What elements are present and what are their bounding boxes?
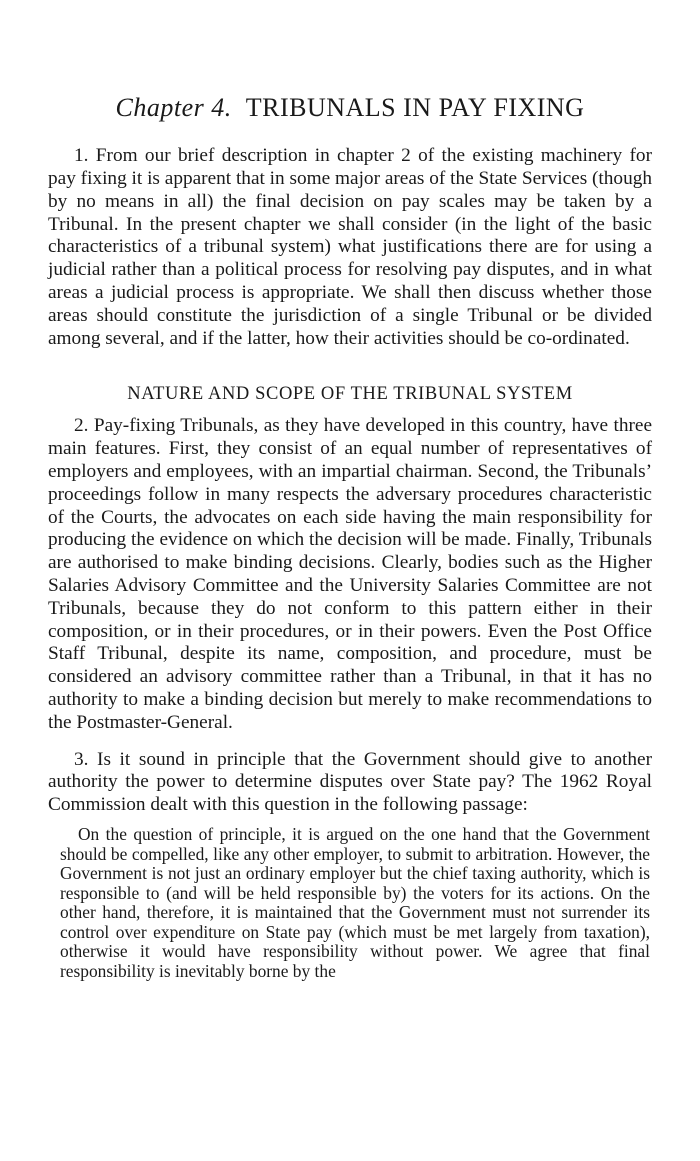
chapter-title: TRIBUNALS IN PAY FIXING [245, 93, 585, 122]
paragraph-3: 3. Is it sound in principle that the Government should give to another authority the power to determine disputes over State pay? The 1962 Royal Commission dealt with this question in the following passage: [48, 748, 652, 816]
paragraph-1: 1. From our brief description in chapter 2 of the existing machinery for pay fixing it is apparent that in some major areas of the State Services (though by no means in all) the final decision on pay scales may be taken by a Tribunal. In the present chapter we shall consider (in the light of the basic characteristics of a tribunal system) what justifications there are for using a judicial rather than a political process for resolving pay disputes, and in what areas a judicial process is appropriate. We shall then discuss whether those areas should constitute the jurisdiction of a single Tribunal or be divided among several, and if the latter, how their activities should be co-ordinated. [48, 145, 652, 349]
chapter-label: Chapter 4. [115, 93, 232, 122]
chapter-heading [48, 92, 652, 123]
document-page [48, 92, 652, 982]
paragraph-spacer [48, 735, 652, 749]
block-quote: On the question of principle, it is argued on the one hand that the Government should be compelled, like any other employer, to submit to arbitration. However, the Government is not just an ordinary employer but the chief taxing authority, which is responsible to (and will be held responsible by) the voters for its actions. On the other hand, therefore, it is maintained that the Government must not surrender its control over expenditure on State pay (which must be met largely from taxation), otherwise it would have responsibility without power. We agree that final responsibility is inevitably borne by the [60, 823, 650, 982]
section-heading: NATURE AND SCOPE OF THE TRIBUNAL SYSTEM [127, 384, 573, 405]
paragraph-2: 2. Pay-fixing Tribunals, as they have developed in this country, have three main features. First, they consist of an equal number of representatives of employers and employees, with an impartial chairman. Second, the Tribunals’ proceedings follow in many respects the adversary procedures characteristic of the Courts, the advocates on each side having the main responsibility for producing the evidence on which the decision will be made. Finally, Tribunals are authorised to make binding decisions. Clearly, bodies such as the Higher Salaries Advisory Committee and the University Salaries Committee are not Tribunals, because they do not conform to this pattern either in their composition, or in their procedures, or in their powers. Even the Post Office Staff Tribunal, despite its name, composition, and procedure, must be considered an advisory committee rather than a Tribunal, in that it has no authority to make a binding decision but merely to make recommendations to the Postmaster-General. [48, 415, 652, 733]
